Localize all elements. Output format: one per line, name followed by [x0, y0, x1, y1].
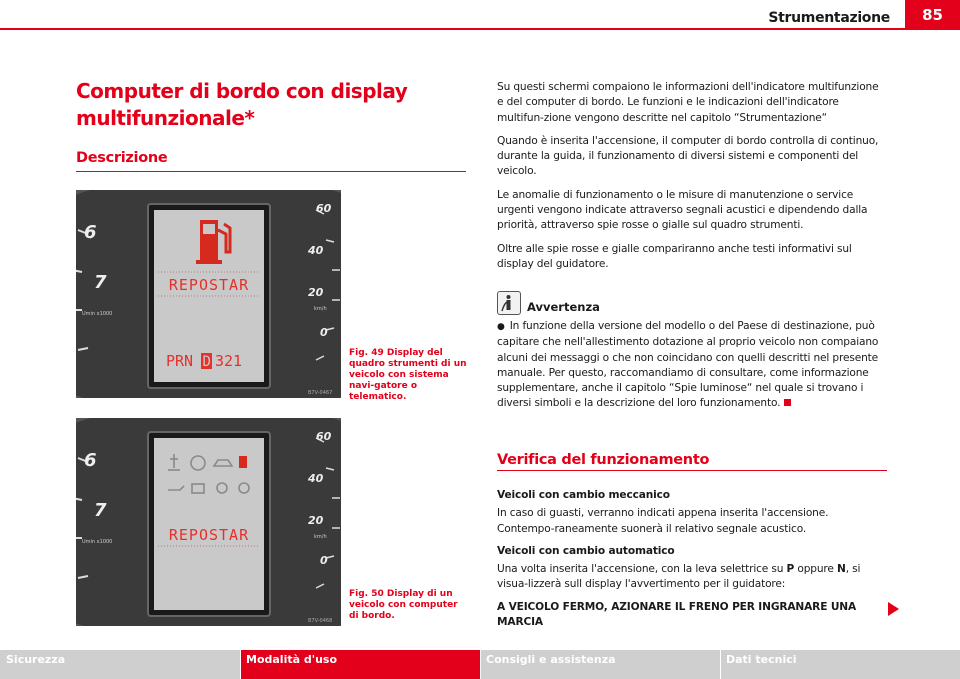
paragraph: Oltre alle spie rosse e gialle compariranno anche testi informativi sul display del guidatore. — [497, 242, 852, 270]
warning-body-text: In funzione della versione del modello o del Paese di destinazione, può capitare che nell'allestimento dotazione al proprio veicolo non compaiano alcuni dei messaggi o che non coincidano con quelli descritti nel presente manuale. Per questo, raccomandiamo di consultare, come informazione supplementare, anche il capitolo “Spie luminose“ nel quale si trovano i diversi simboli e la descrizione del loro funzionamento. — [497, 320, 879, 410]
page-number: 85 — [905, 0, 960, 28]
tacho-unit: Umin x1000 — [82, 539, 113, 545]
text-fragment: Una volta inserita l'accensione, con la leva selettrice su — [497, 563, 787, 576]
text-fragment: , si visua-lizzerà sull display l'avvertimento per il guidatore: — [497, 563, 861, 591]
tacho-number: 6 — [84, 450, 97, 471]
paragraph: Su questi schermi compaiono le informazioni dell'indicatore multifunzione e del computer di bordo. Le funzioni e le indicazioni dell'indicatore multifun-zione vengono descritte nel capitolo “Strumentazione“ — [497, 81, 879, 124]
speed-unit: km/h — [314, 534, 327, 540]
figure-49-caption: Fig. 49 Display del quadro strumenti di un veicolo con sistema navi-gatore o telematico. — [349, 348, 467, 402]
section2-heading: Verifica del funzionamento — [497, 452, 710, 468]
subheading-manual: Veicoli con cambio meccanico — [497, 489, 670, 501]
figure-50-dashboard-display — [76, 418, 341, 626]
speed-number: 20 — [308, 286, 324, 299]
speed-number: 60 — [316, 430, 332, 443]
display-message: REPOSTAR — [168, 526, 250, 544]
intro-text — [497, 80, 887, 280]
section-rule — [76, 171, 466, 172]
header-rule — [0, 28, 960, 30]
paragraph: Le anomalie di funzionamento o le misure di manutenzione o service urgenti vengono indicate attraverso segnali acustici e dipendendo dalla priorità, attraverso spie rosse o gialle sul quadro strumenti. — [497, 188, 868, 232]
footer-tab-sicurezza[interactable]: Sicurezza — [0, 650, 240, 679]
footer-tab-dati-tecnici[interactable]: Dati tecnici — [720, 650, 960, 679]
speed-number: 60 — [316, 202, 332, 215]
speed-number: 20 — [308, 514, 324, 527]
speed-number: 0 — [320, 554, 328, 567]
warning-title: Avvertenza — [527, 300, 600, 314]
info-icon — [497, 291, 521, 315]
section-title: Strumentazione — [768, 10, 890, 26]
speed-number: 40 — [308, 472, 324, 485]
bullet: ● — [497, 322, 505, 332]
footer-tab-modalita-duso[interactable]: Modalità d'uso — [240, 650, 480, 679]
gear-digits: 321 — [215, 352, 243, 370]
warning-text — [497, 319, 887, 412]
figure-code: B7V-0467 — [308, 390, 333, 396]
gear-p: P — [786, 563, 795, 576]
figure-49-dashboard-display — [76, 190, 341, 398]
gear-n: N — [836, 563, 846, 576]
main-heading: Computer di bordo con display multifunzionale* — [76, 79, 408, 130]
footer-divider — [480, 650, 481, 679]
end-mark — [784, 399, 791, 406]
next-page-arrow-icon[interactable] — [888, 602, 899, 616]
gear-selected: D — [202, 354, 211, 370]
speed-number: 0 — [320, 326, 328, 339]
speed-number: 40 — [308, 244, 324, 257]
paragraph: Quando è inserita l'accensione, il computer di bordo controlla di continuo, durante la guida, il funzionamento di diversi sistemi e componenti del veicolo. — [497, 134, 879, 178]
section2-text — [497, 488, 887, 633]
speed-unit: km/h — [314, 306, 327, 312]
tacho-number: 7 — [94, 272, 107, 293]
section2-rule — [497, 470, 887, 471]
tacho-unit: Umin x1000 — [82, 311, 113, 317]
figure-50-caption: Fig. 50 Display di un veicolo con computer di bordo. — [349, 589, 458, 621]
figure-code: B7V-0468 — [308, 618, 333, 624]
footer-nav — [0, 650, 960, 679]
text-fragment: oppure — [794, 563, 837, 576]
subheading-automatic: Veicoli con cambio automatico — [497, 544, 675, 557]
paragraph — [497, 562, 887, 593]
fuel-warning-icon — [239, 456, 247, 468]
gear-readout: PRN — [166, 352, 194, 370]
paragraph: In caso di guasti, verranno indicati appena inserita l'accensione. Contempo-raneamente suonerà il relativo segnale acustico. — [497, 507, 829, 535]
tacho-number: 7 — [94, 500, 107, 521]
driver-message: A VEICOLO FERMO, AZIONARE IL FRENO PER INGRANARE UNA MARCIA — [497, 600, 857, 629]
section-heading: Descrizione — [76, 150, 168, 166]
footer-divider — [720, 650, 721, 679]
tacho-number: 6 — [84, 222, 97, 243]
footer-tab-consigli[interactable]: Consigli e assistenza — [480, 650, 720, 679]
footer-divider — [240, 650, 241, 679]
display-message: REPOSTAR — [168, 276, 250, 294]
